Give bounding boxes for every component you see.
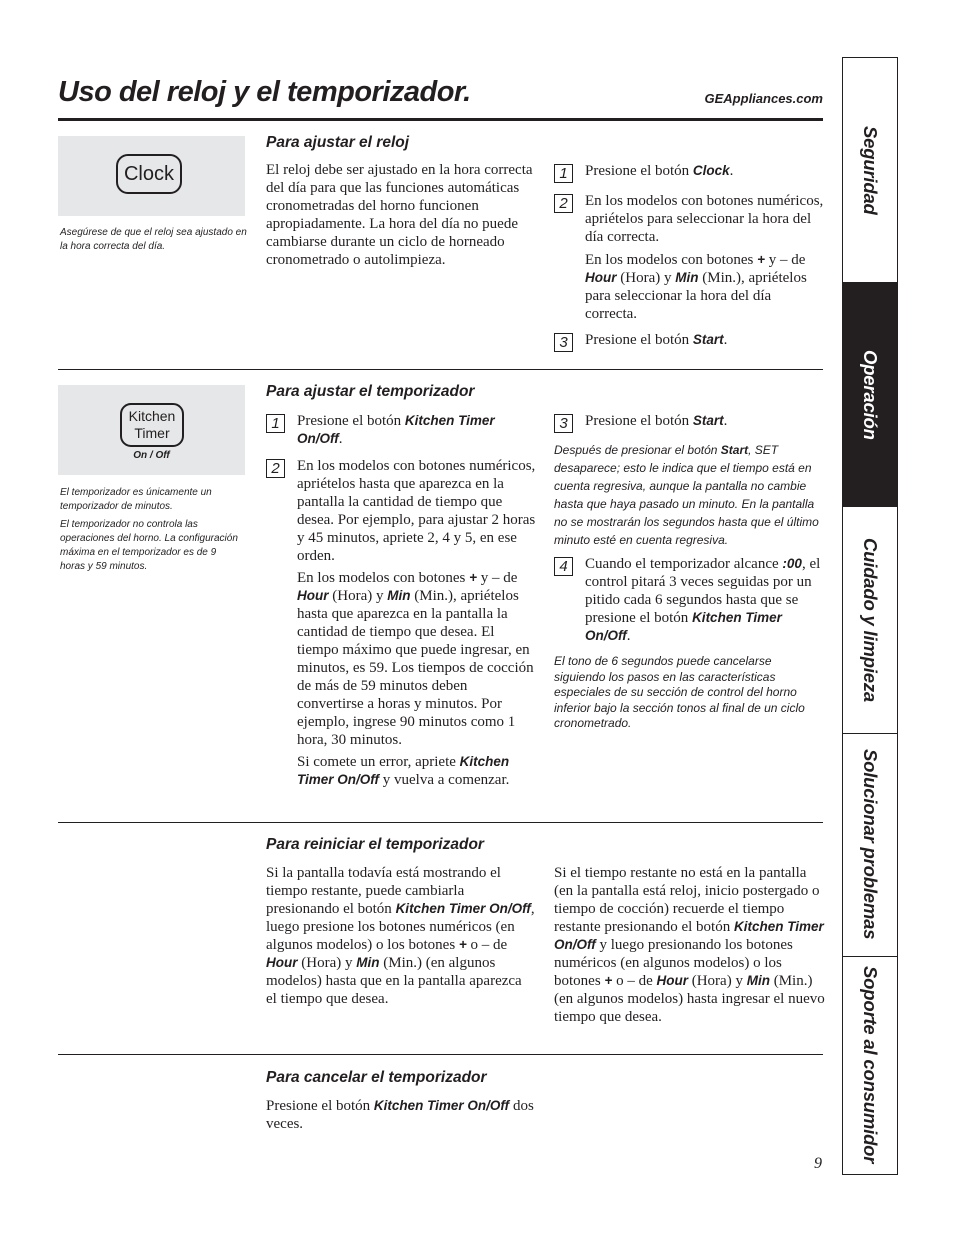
tab-cuidado-y-limpieza[interactable]: Cuidado y limpieza: [860, 538, 881, 702]
tab-solucionar-problemas[interactable]: Solucionar problemas: [860, 749, 881, 940]
timer-step-1: 1 Presione el botón Kitchen Timer On/Off.: [266, 412, 536, 448]
reset-heading: Para reiniciar el temporizador: [266, 836, 484, 853]
clock-button: Clock: [116, 154, 182, 194]
kitchen-timer-button: Kitchen Timer: [120, 403, 184, 447]
step-number: 3: [554, 414, 573, 433]
header-rule: [58, 118, 823, 121]
reset-left-text: Si la pantalla todavía está mostrando el tiempo restante, puede cambiarla presionando el botón Kitchen Timer On/Off, luego presione los botones numéricos (en algunos modelos) o los botones + o – de Hour (Hora) y Min (Min.) (en algunos modelos) hasta que en la pantalla aparezca el tiempo que desea.: [266, 865, 535, 1007]
step-number: 2: [266, 459, 285, 478]
step-number: 1: [554, 164, 573, 183]
clock-heading: Para ajustar el reloj: [266, 134, 410, 151]
clock-step-2: 2 En los modelos con botones numéricos, apriételos para seleccionar la hora del día correcta. En los modelos con botones + y – de Hour (Hora) y Min (Min.), apriételos para seleccionar la hora del día correcta.: [554, 192, 824, 323]
step-number: 1: [266, 414, 285, 433]
timer-side-notes: El temporizador es únicamente un temporizador de minutos. El temporizador no controla las operaciones del horno. La configuración máxima en el temporizador es de 9 horas y 59 minutos.: [60, 487, 238, 572]
tab-soporte-al-consumidor[interactable]: Soporte al consumidor: [860, 966, 881, 1164]
clock-intro: El reloj debe ser ajustado en la hora correcta del día para que las funciones automáticas cronometradas del horno funcionen apropiadamente. La hora del día no puede cambiarse durante un ciclo de horneado cronometrado o autolimpieza.: [266, 162, 533, 268]
cancel-heading: Para cancelar el temporizador: [266, 1069, 487, 1086]
step-number: 4: [554, 557, 573, 576]
tab-operacion[interactable]: Operación: [843, 282, 897, 507]
timer-step-2: 2 En los modelos con botones numéricos, apriételos hasta que aparezca en la pantalla la cantidad de tiempo que desea. Por ejemplo, para ajustar 2 horas y 45 minutos, apriete 2, 4 y 5, en ese orden. En los modelos con botones + y – de Hour (Hora) y Min (Min.), apriételos hasta que aparezca en la pantalla la cantidad de tiempo que desea. El tiempo máximo que puede ingresar, en minutos, es 59. Los tiempos de cocción de más de 59 minutos deben convertirse a horas y minutos. Por ejemplo, ingrese 90 minutos como 1 hora, 30 minutos. Si comete un error, apriete Kitchen Timer On/Off y vuelva a comenzar.: [266, 457, 536, 789]
section-rule: [58, 369, 823, 370]
section-rule: [58, 1054, 823, 1055]
section-rule: [58, 822, 823, 823]
timer-heading: Para ajustar el temporizador: [266, 383, 475, 400]
timer-steps-left: [266, 412, 536, 789]
clock-steps: [554, 162, 824, 352]
clock-step-1: 1 Presione el botón Clock.: [554, 162, 824, 183]
timer-step-4: 4 Cuando el temporizador alcance :00, el control pitará 3 veces seguidas por un pitido cada 6 segundos hasta que se presione el botón Kitchen Timer On/Off.: [554, 555, 824, 645]
cancel-text: Presione el botón Kitchen Timer On/Off dos veces.: [266, 1098, 534, 1132]
timer-button-illustration: [58, 385, 245, 475]
tone-note: El tono de 6 segundos puede cancelarse siguiendo los pasos en las características especiales de su sección de control del horno inferior bajo la sección tonos al final de un ciclo cronometrado.: [554, 654, 805, 730]
page-number: 9: [814, 1155, 822, 1172]
timer-steps-right: [554, 412, 824, 732]
after-start-note: Después de presionar el botón Start, SET desaparece; esto le indica que el tiempo está en cuenta regresiva, aunque la pantalla no cambie hasta que haya pasado un minuto. En la pantalla no se mostrarán los segundos hasta que el último minuto esté en cuenta regresiva.: [554, 443, 819, 547]
clock-button-illustration: [58, 136, 245, 216]
site-url[interactable]: GEAppliances.com: [704, 91, 823, 106]
side-tab-bar: [842, 57, 898, 1175]
tab-seguridad[interactable]: Seguridad: [860, 125, 881, 215]
timer-step-3: 3 Presione el botón Start.: [554, 412, 824, 433]
step-number: 3: [554, 333, 573, 352]
page-title: Uso del reloj y el temporizador.: [58, 76, 471, 108]
reset-right-text: Si el tiempo restante no está en la pantalla (en la pantalla está reloj, inicio postergado o tiempo de cocción) recuerde el tiempo restante presionando el botón Kitchen Timer On/Off y luego presionando los botones numéricos (en algunos modelos) o los botones + o – de Hour (Hora) y Min (Min.) (en algunos modelos) hasta ingresar el nuevo tiempo que desea.: [554, 865, 825, 1025]
on-off-label: On / Off: [133, 450, 170, 461]
step-number: 2: [554, 194, 573, 213]
clock-side-note: Asegúrese de que el reloj sea ajustado en la hora correcta del día.: [60, 227, 247, 252]
clock-step-3: 3 Presione el botón Start.: [554, 331, 824, 352]
